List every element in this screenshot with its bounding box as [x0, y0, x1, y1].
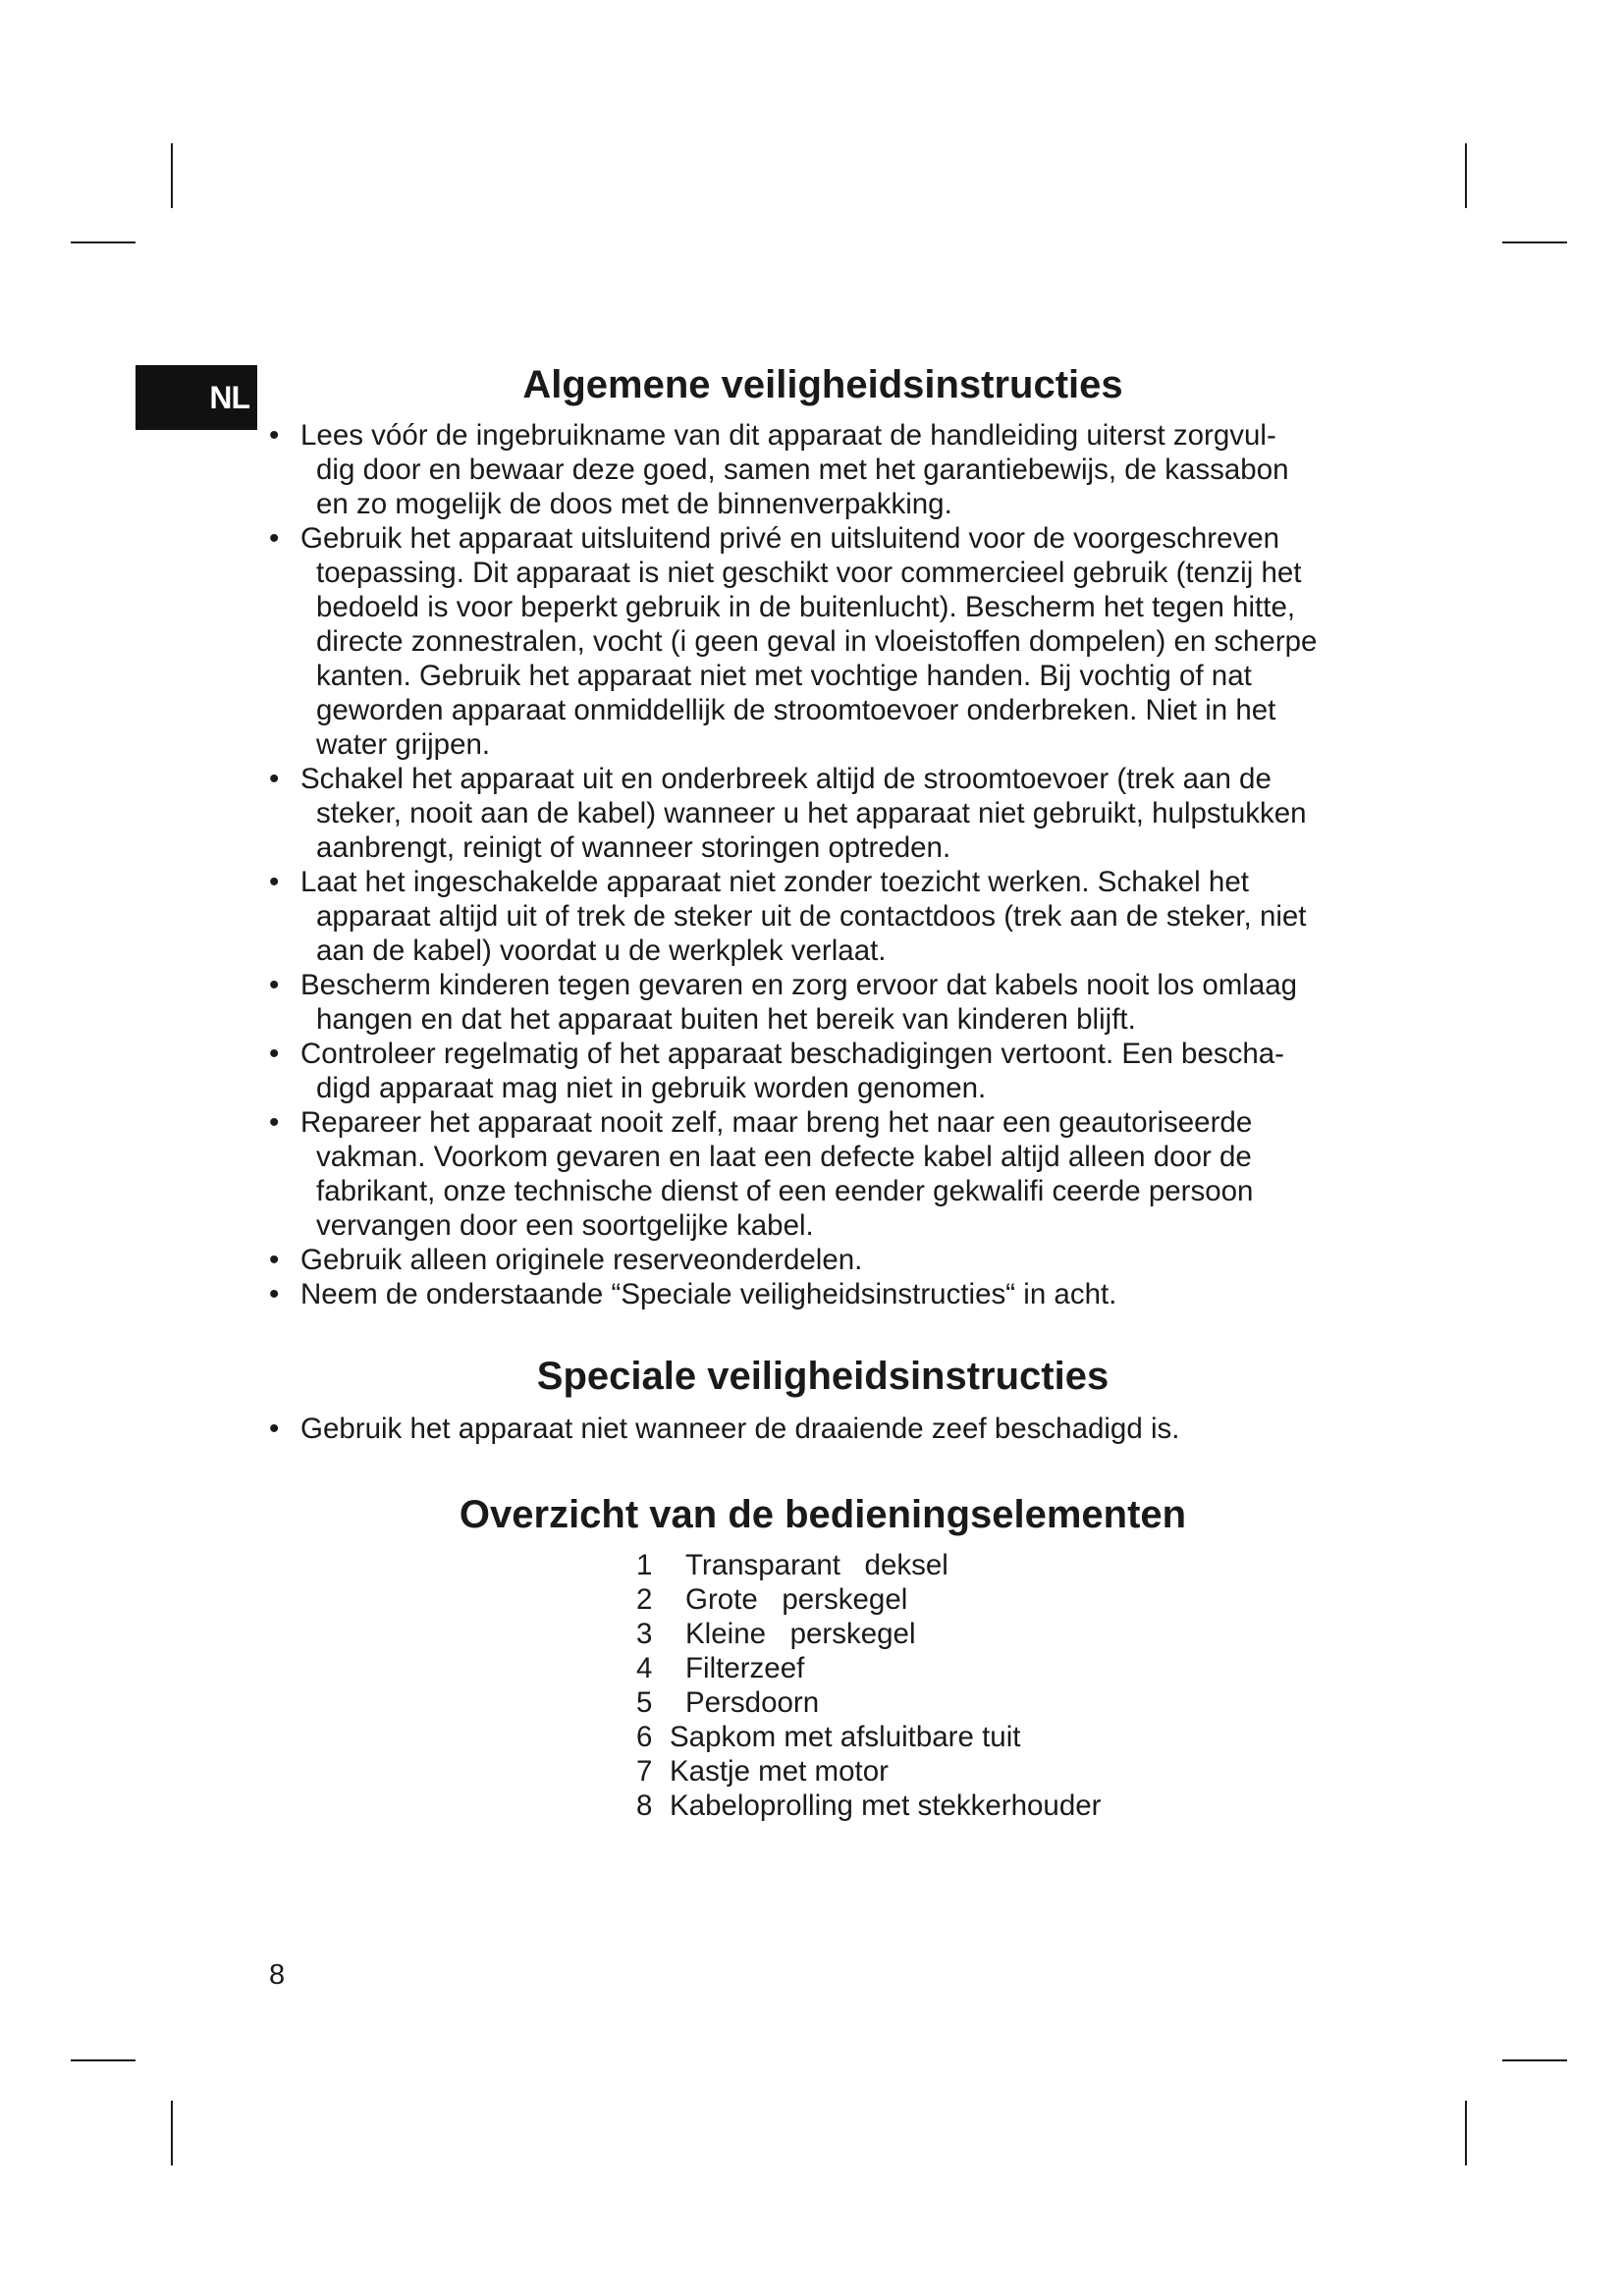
part-number: 1	[636, 1549, 653, 1581]
part-label: Kabeloprolling met stekkerhouder	[670, 1789, 1102, 1822]
list-item	[263, 1412, 1382, 1446]
list-item-line: Laat het ingeschakelde apparaat niet zonder toezicht werken. Schakel het	[300, 866, 1249, 898]
controls-overview-section	[263, 1485, 1382, 1823]
list-item-line: dig door en bewaar deze goed, samen met het garantiebewijs, de kassabon	[316, 454, 1289, 486]
list-item-line: fabrikant, onze technische dienst of een eender gekwalifi ceerde persoon	[316, 1175, 1254, 1207]
part-item	[636, 1548, 1382, 1582]
part-label: Transparant deksel	[685, 1549, 948, 1581]
list-item-line: en zo mogelijk de doos met de binnenverpakking.	[316, 488, 952, 520]
list-item	[263, 865, 1382, 968]
list-item	[263, 1105, 1382, 1243]
list-item-line: apparaat altijd uit of trek de steker uit de contactdoos (trek aan de steker, niet	[316, 900, 1307, 933]
crop-mark-top-left-vertical	[171, 143, 173, 208]
bullet-icon: •	[269, 866, 280, 898]
list-item-line: steker, nooit aan de kabel) wanneer u het apparaat niet gebruikt, hulpstukken	[316, 797, 1307, 829]
list-item-line: aan de kabel) voordat u de werkplek verlaat.	[316, 934, 887, 967]
part-number: 3	[636, 1618, 653, 1650]
part-number: 7	[636, 1755, 653, 1788]
crop-mark-top-left-horizontal	[71, 241, 135, 243]
special-safety-list	[263, 1412, 1382, 1446]
part-label: Sapkom met afsluitbare tuit	[670, 1721, 1021, 1753]
general-safety-list	[263, 418, 1382, 1311]
part-item	[636, 1789, 1382, 1823]
bullet-icon: •	[269, 969, 280, 1001]
list-item-line: Gebruik alleen originele reserveonderdelen.	[300, 1244, 863, 1276]
part-number: 8	[636, 1789, 653, 1822]
list-item	[263, 521, 1382, 762]
crop-mark-bottom-left-vertical	[171, 2101, 173, 2165]
list-item-line: Gebruik het apparaat uitsluitend privé en uitsluitend voor de voorgeschreven	[300, 522, 1280, 555]
bullet-icon: •	[269, 1038, 280, 1070]
crop-mark-top-right-vertical	[1465, 143, 1467, 208]
crop-mark-bottom-left-horizontal	[71, 2059, 135, 2061]
list-item	[263, 418, 1382, 521]
page-number: 8	[269, 1959, 286, 1991]
special-safety-section	[263, 1347, 1382, 1446]
part-item	[636, 1651, 1382, 1685]
list-item-line: Lees vóór de ingebruikname van dit apparaat de handleiding uiterst zorgvul-	[300, 419, 1276, 452]
bullet-icon: •	[269, 522, 280, 555]
parts-list	[636, 1548, 1382, 1823]
list-item-line: hangen en dat het apparaat buiten het bereik van kinderen blijft.	[316, 1003, 1136, 1036]
part-item	[636, 1617, 1382, 1651]
crop-mark-bottom-right-vertical	[1465, 2101, 1467, 2165]
controls-overview-title: Overzicht van de bedieningselementen	[459, 1493, 1187, 1536]
list-item	[263, 1243, 1382, 1277]
part-label: Filterzeef	[685, 1652, 805, 1684]
special-safety-title: Speciale veiligheidsinstructies	[536, 1355, 1110, 1398]
list-item-line: toepassing. Dit apparaat is niet geschikt voor commercieel gebruik (tenzij het	[316, 557, 1302, 589]
list-item-line: Bescherm kinderen tegen gevaren en zorg ervoor dat kabels nooit los omlaag	[300, 969, 1298, 1001]
page-content	[263, 355, 1382, 1823]
list-item-line: aanbrengt, reinigt of wanneer storingen optreden.	[316, 831, 951, 864]
list-item-line: geworden apparaat onmiddellijk de stroomtoevoer onderbreken. Niet in het	[316, 694, 1276, 726]
part-number: 6	[636, 1721, 653, 1753]
bullet-icon: •	[269, 763, 280, 795]
bullet-icon: •	[269, 1413, 280, 1445]
part-label: Persdoorn	[685, 1686, 820, 1719]
list-item-line: Neem de onderstaande “Speciale veiligheidsinstructies“ in acht.	[300, 1278, 1117, 1310]
list-item-line: water grijpen.	[316, 728, 491, 761]
list-item-line: digd apparaat mag niet in gebruik worden genomen.	[316, 1072, 987, 1104]
part-item	[636, 1582, 1382, 1617]
part-number: 5	[636, 1686, 653, 1719]
bullet-icon: •	[269, 419, 280, 452]
part-number: 2	[636, 1583, 653, 1616]
list-item	[263, 1277, 1382, 1311]
part-item	[636, 1720, 1382, 1754]
crop-mark-bottom-right-horizontal	[1502, 2059, 1567, 2061]
list-item-line: Gebruik het apparaat niet wanneer de draaiende zeef beschadigd is.	[300, 1413, 1180, 1445]
list-item-line: vervangen door een soortgelijke kabel.	[316, 1209, 814, 1242]
language-tab: NL	[135, 365, 257, 430]
part-item	[636, 1754, 1382, 1789]
list-item-line: kanten. Gebruik het apparaat niet met vochtige handen. Bij vochtig of nat	[316, 660, 1252, 692]
part-label: Grote perskegel	[685, 1583, 908, 1616]
bullet-icon: •	[269, 1278, 280, 1310]
bullet-icon: •	[269, 1244, 280, 1276]
part-item	[636, 1685, 1382, 1720]
list-item	[263, 762, 1382, 865]
part-number: 4	[636, 1652, 653, 1684]
list-item	[263, 968, 1382, 1037]
list-item-line: bedoeld is voor beperkt gebruik in de buitenlucht). Bescherm het tegen hitte,	[316, 591, 1296, 623]
list-item-line: directe zonnestralen, vocht (i geen geval in vloeistoffen dompelen) en scherpe	[316, 625, 1318, 658]
part-label: Kleine perskegel	[685, 1618, 916, 1650]
list-item-line: Schakel het apparaat uit en onderbreek altijd de stroomtoevoer (trek aan de	[300, 763, 1272, 795]
list-item-line: Repareer het apparaat nooit zelf, maar breng het naar een geautoriseerde	[300, 1106, 1253, 1139]
list-item-line: Controleer regelmatig of het apparaat beschadigingen vertoont. Een bescha-	[300, 1038, 1285, 1070]
list-item	[263, 1037, 1382, 1105]
crop-mark-top-right-horizontal	[1502, 241, 1567, 243]
list-item-line: vakman. Voorkom gevaren en laat een defecte kabel altijd alleen door de	[316, 1141, 1252, 1173]
part-label: Kastje met motor	[670, 1755, 889, 1788]
bullet-icon: •	[269, 1106, 280, 1139]
general-safety-title: Algemene veiligheidsinstructies	[522, 363, 1123, 406]
general-safety-section	[263, 355, 1382, 1311]
